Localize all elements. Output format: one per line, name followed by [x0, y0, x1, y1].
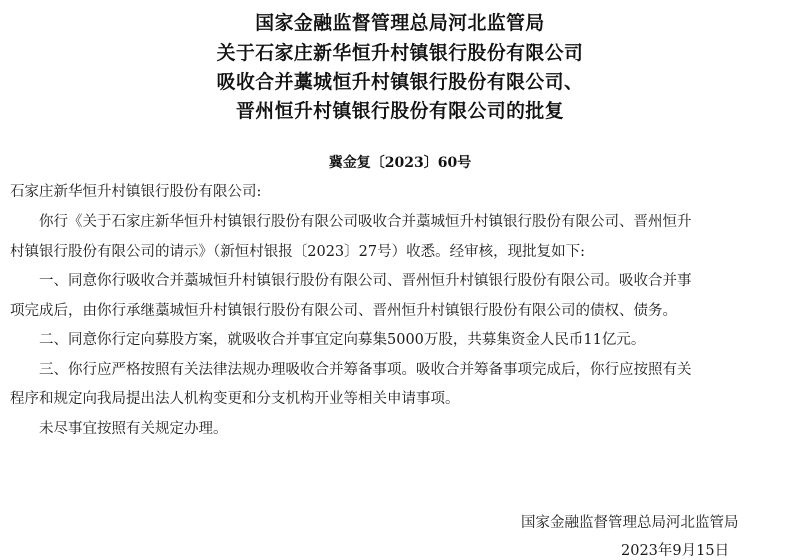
paragraph-1-line-2: 村镇银行股份有限公司的请示》（新恒村银报〔2023〕27号）收悉。经审核，现批复如下:: [10, 244, 585, 260]
paragraph-4-line-1: 三、你行应严格按照有关法律法规办理吸收合并筹备事项。吸收合并筹备事项完成后，你行应按照有关: [39, 362, 692, 378]
title-line-4: 晋州恒升村镇银行股份有限公司的批复: [235, 101, 565, 122]
title-line-2: 关于石家庄新华恒升村镇银行股份有限公司: [216, 43, 584, 64]
document-number: 冀金复〔2023〕60号: [328, 155, 472, 171]
title-line-3: 吸收合并藁城恒升村镇银行股份有限公司、: [216, 72, 584, 93]
paragraph-3-line-1: 二、同意你行定向募股方案，就吸收合并事宜定向募集5000万股，共募集资金人民币11亿元。: [39, 332, 646, 348]
title-line-1: 国家金融监督管理总局河北监管局: [255, 13, 545, 34]
paragraph-2-line-1: 一、同意你行吸收合并藁城恒升村镇银行股份有限公司、晋州恒升村镇银行股份有限公司。吸收合并事: [39, 273, 692, 289]
paragraph-1-line-1: 你行《关于石家庄新华恒升村镇银行股份有限公司吸收合并藁城恒升村镇银行股份有限公司、晋州恒升: [39, 214, 692, 230]
paragraph-2-line-2: 项完成后，由你行承继藁城恒升村镇银行股份有限公司、晋州恒升村镇银行股份有限公司的债权、债务。: [10, 303, 677, 319]
signature-org: 国家金融监督管理总局河北监管局: [521, 515, 739, 531]
paragraph-5-line-1: 未尽事宜按照有关规定办理。: [39, 421, 228, 437]
paragraph-4-line-2: 程序和规定向我局提出法人机构变更和分支机构开业等相关申请事项。: [10, 391, 460, 407]
addressee: 石家庄新华恒升村镇银行股份有限公司:: [10, 184, 262, 200]
signature-date: 2023年9月15日: [621, 543, 730, 559]
